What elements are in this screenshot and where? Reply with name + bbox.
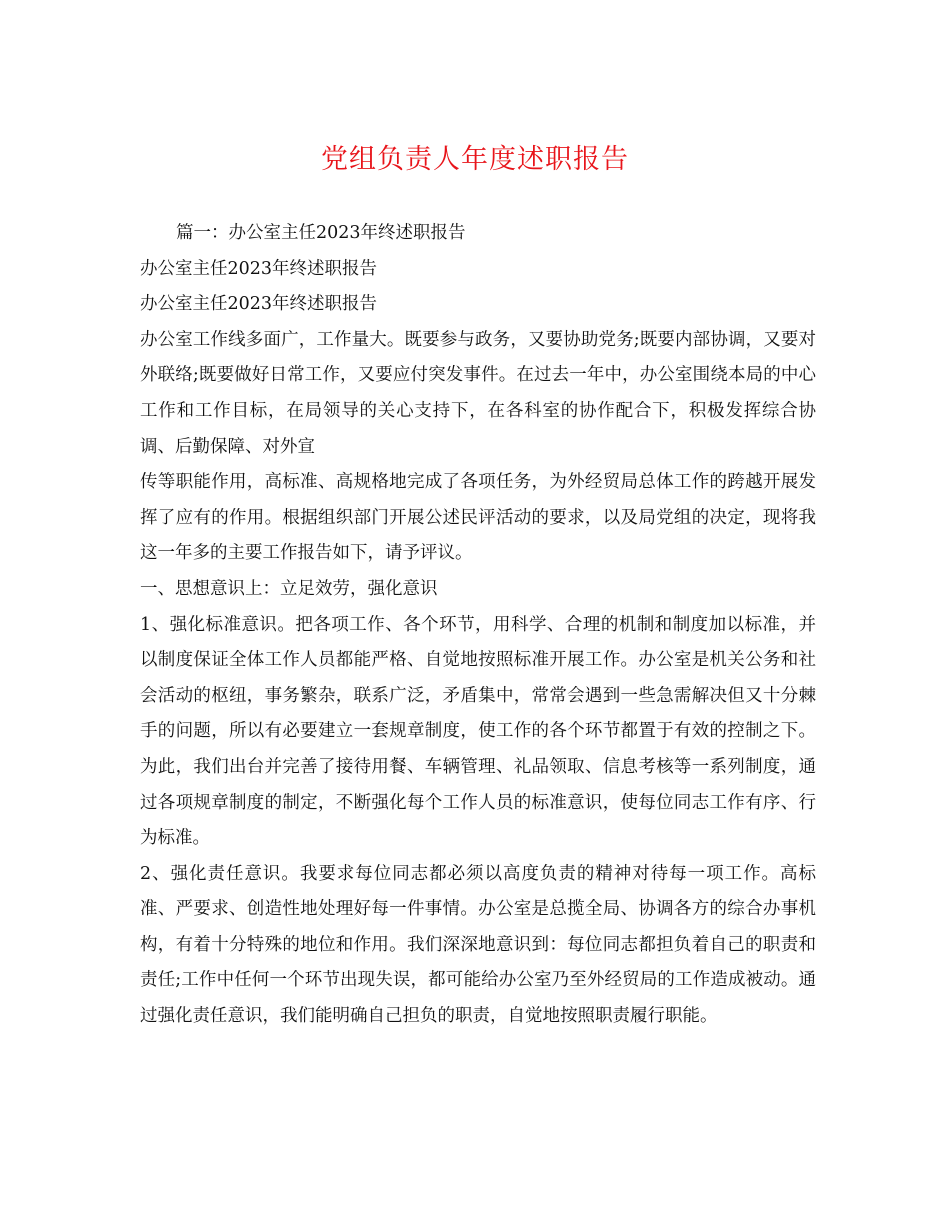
report-title-line: 办公室主任2023年终述职报告 — [140, 258, 378, 279]
section-heading: 一、思想意识上：立足效劳，强化意识 — [140, 578, 438, 599]
chapter-heading: 篇一：办公室主任2023年终述职报告 — [176, 223, 466, 243]
intro-paragraph-continued: 传等职能作用，高标准、高规格地完成了各项任务，为外经贸局总体工作的跨越开展发挥了应有的作用。根据组织部门开展公述民评活动的要求，以及局党组的决定，现将我这一年多的主要工作报告如下，请予评议。 — [140, 472, 816, 564]
document-title: 党组负责人年度述职报告 — [321, 144, 629, 175]
report-title-line: 办公室主任2023年终述职报告 — [140, 294, 378, 315]
document-body — [140, 216, 816, 1035]
body-paragraph: 2、强化责任意识。我要求每位同志都必须以高度负责的精神对待每一项工作。高标准、严要求、创造性地处理好每一件事情。办公室是总揽全局、协调各方的综合办事机构，有着十分特殊的地位和作用。我们深深地意识到：每位同志都担负着自己的职责和责任;工作中任何一个环节出现失误，都可能给办公室乃至外经贸局的工作造成被动。通过强化责任意识，我们能明确自己担负的职责，自觉地按照职责履行职能。 — [140, 863, 816, 1027]
intro-paragraph: 办公室工作线多面广，工作量大。既要参与政务，又要协助党务;既要内部协调，又要对外联络;既要做好日常工作，又要应付突发事件。在过去一年中，办公室围绕本局的中心工作和工作目标，在局领导的关心支持下，在各科室的协作配合下，积极发挥综合协调、后勤保障、对外宣 — [140, 329, 816, 457]
body-paragraph: 1、强化标准意识。把各项工作、各个环节，用科学、合理的机制和制度加以标准，并以制度保证全体工作人员都能严格、自觉地按照标准开展工作。办公室是机关公务和社会活动的枢纽，事务繁杂，联系广泛，矛盾集中，常常会遇到一些急需解决但又十分棘手的问题，所以有必要建立一套规章制度，使工作的各个环节都置于有效的控制之下。为此，我们出台并完善了接待用餐、车辆管理、礼品领取、信息考核等一系列制度，通过各项规章制度的制定，不断强化每个工作人员的标准意识，使每位同志工作有序、行为标准。 — [140, 614, 816, 849]
